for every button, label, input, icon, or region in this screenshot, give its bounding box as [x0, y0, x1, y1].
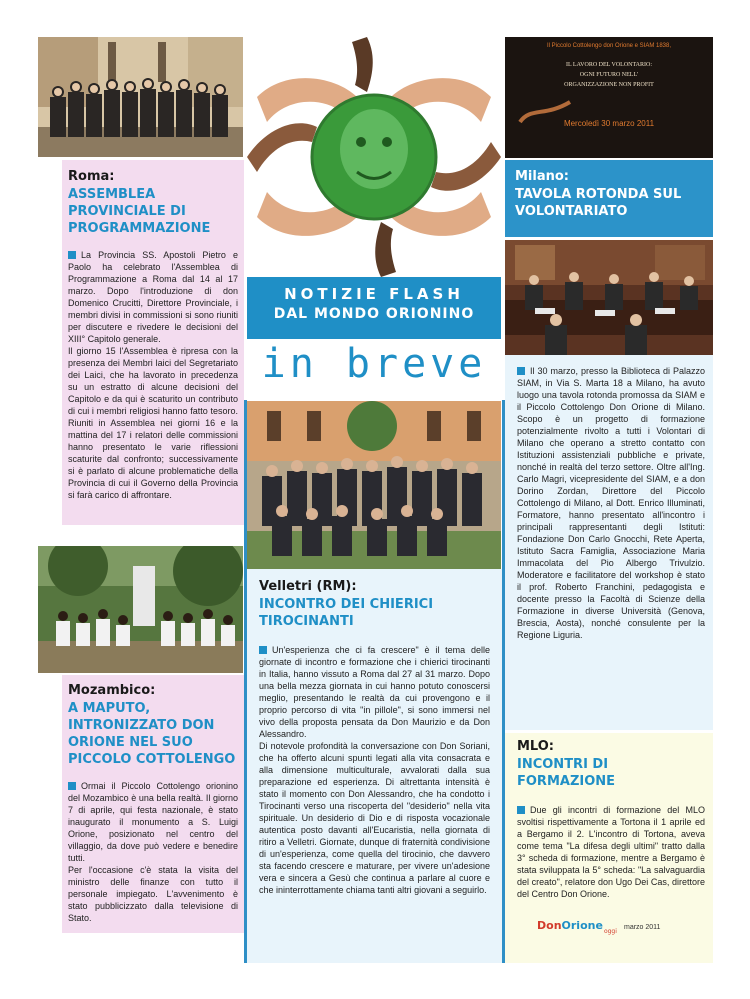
- milano-meeting-photo: [505, 240, 713, 355]
- mozambico-para1: Ormai il Piccolo Cottolengo orionino del Mozambico è una bella realtà. Il giorno 7 di aprile, qui festa nazionale, è stato inaugurato il monumento a S. Luigi Orione, posizionato nel centro del villaggio, da dove può vedere e benedire tutti.: [68, 781, 238, 863]
- mozambico-photo: [38, 546, 243, 673]
- issue-date: marzo 2011: [624, 923, 661, 931]
- roma-group-photo: [38, 37, 243, 157]
- bullet-square-icon: [517, 367, 525, 375]
- hands-globe-illustration: [247, 37, 501, 277]
- velletri-article: [247, 569, 502, 963]
- milano-headline: TAVOLA ROTONDA SUL VOLONTARIATO: [515, 187, 682, 219]
- bullet-square-icon: [259, 646, 267, 654]
- brand-orione: Orione: [561, 918, 603, 932]
- section-title-band: [247, 277, 501, 339]
- milano-article: [505, 355, 713, 730]
- title-line1: NOTIZIE FLASH: [284, 285, 464, 303]
- mozambico-body: [68, 780, 238, 924]
- velletri-body: [259, 644, 490, 896]
- bullet-square-icon: [68, 251, 76, 259]
- velletri-para2: Di notevole profondità la conversazione con Don Soriani, che ha offerto alcuni spunti legati alla vita consacrata e alla dimensione multiculturale, avvalorati dalla sua preparazione ed esperienza. Di altrettanta intensità è stato il momento con Don Alessandro, che ha condotto i Tirocinanti verso una riscoperta del "desiderio" nella vita spirituale. Un desiderio di Dio e di risposta vocazionale autentica posto davanti all'Eucaristia, nella giornata di ritiro a Velletri. Giornate, dunque di fraternità condivisione di un'esperienza, come quella del tirocinio, che davvero sta facendo crescere e maturare, per vivere un'adesione vera e sincera a Gesù che continua a parlare al cuore e che ininterrottamente chiama tanti altri giovani a seguirlo.: [259, 741, 490, 895]
- mozambico-location: Mozambico:: [68, 683, 156, 698]
- roma-headline: ASSEMBLEA PROVINCIALE DI PROGRAMMAZIONE: [68, 187, 211, 236]
- velletri-para1: Un'esperienza che ci fa crescere" è il tema delle giornate di incontro e formazione che i chierici tirocinanti in Italia, hanno vissuto a Roma dal 27 al 31 marzo. Dopo una bella mezza giornata in cui hanno potuto conoscersi meglio, presentando le realtà da cui provengono e il proprio percorso di vita "in pillole", si sono immersi nel vivo della proposta pensata da Don Maurizio e da Don Alessandro.: [259, 645, 490, 739]
- poster-line1: Il Piccolo Cottolengo don Orione e SIAM 1838,: [546, 43, 672, 49]
- mozambico-para2: Per l'occasione c'è stata la visita del ministro delle finanze con tutto il personale impiegato. L'avvenimento è stato pubblicizzato dalla televisione di Stato.: [68, 865, 238, 923]
- roma-article: [62, 160, 244, 525]
- brand-don: Don: [537, 918, 562, 932]
- bullet-square-icon: [68, 782, 76, 790]
- velletri-headline: INCONTRO DEI CHIERICI TIROCINANTI: [259, 597, 434, 629]
- in-breve-title: in breve: [261, 341, 487, 387]
- roma-para2: Il giorno 15 l'Assemblea è ripresa con la presenza dei Membri laici del Segretariato dei Laici, che ha lavorato in precedenza su un estratto di alcune decisioni del Capitolo e da qui è scaturito un contributo di cui i membri religiosi hanno fatto tesoro. Riuniti in Assemblea nei giorni 16 e la mattina del 17 i relatori delle commissioni hanno presentato le varie riflessioni scaturite dal confronto; successivamente si è parlato di alcune problematiche della Provincia di cui il Governo della Provincia si farà carico di affrontare.: [68, 346, 238, 500]
- poster-line3: OGNI FUTURO NELL': [579, 72, 639, 78]
- mlo-article: [505, 733, 713, 963]
- bullet-square-icon: [517, 806, 525, 814]
- poster-line2: IL LAVORO DEL VOLONTARIO:: [565, 62, 652, 68]
- roma-body: [68, 249, 238, 501]
- mlo-para1: Due gli incontri di formazione del MLO svoltisi rispettivamente a Tortona il 1 aprile ed a Bergamo il 2. L'incontro di Tortona, aveva come tema "La difesa degli ultimi" tratto dalla 3° scheda di formazione, mentre a Bergamo è stata sviluppata la 5° scheda: "La salvaguardia del creato", relatore don Ugo Dei Cas, direttore del Centro Don Orione.: [517, 805, 705, 899]
- mlo-location: MLO:: [517, 739, 555, 754]
- velletri-group-photo: [247, 401, 501, 569]
- velletri-location: Velletri (RM):: [259, 579, 357, 594]
- milano-body: [517, 365, 705, 641]
- mozambico-article: [62, 675, 244, 933]
- milano-heading-band: [505, 160, 713, 237]
- milano-location: Milano:: [515, 169, 570, 184]
- mlo-body: [517, 804, 705, 900]
- poster-date: Mercoledì 30 marzo 2011: [563, 119, 655, 128]
- milano-event-poster: [505, 37, 713, 158]
- title-line2: DAL MONDO ORIONINO: [273, 306, 475, 322]
- mlo-headline: INCONTRI DI FORMAZIONE: [517, 757, 616, 789]
- roma-para1: La Provincia SS. Apostoli Pietro e Paolo ha celebrato l'Assemblea di Programmazione a Roma dal 14 al 17 marzo. Dopo l'introduzione di don Domenico Crucitti, Direttore Provinciale, i membri divisi in commissioni si sono riuniti per discutere e rivedere le decisioni del XIII° Capitolo generale.: [68, 250, 238, 344]
- mozambico-headline: A MAPUTO, INTRONIZZATO DON ORIONE NEL SUO PICCOLO COTTOLENGO: [68, 701, 236, 767]
- footer-brand: [537, 914, 660, 935]
- milano-para1: Il 30 marzo, presso la Biblioteca di Palazzo SIAM, in Via S. Marta 18 a Milano, ha avuto luogo una tavola rotonda promossa da SIAM e il Piccolo Cottolengo Don Orione di Milano. Scopo è un progetto di formazione potenzialmente rivolto a tutti i Volontari di Milano che operano a stretto contatto con Istituzioni assistenziali pubbliche e private, nonché in realtà del terzo settore. Oltre all'Ing. Carlo Magri, vicepresidente del SIAM, e a don Dorino Zordan, Direttore del Piccolo Cottolengo di Milano, al Dott. Enrico Illuminati, Formatore, hanno presentato all'incontro i principali rappresentanti degli Istituti: Fondazione Don Carlo Gnocchi, Rete Aperta, Istituto Sacra Famiglia, Associazione Maria Immacolata del Pio Albergo Trivulzio. Moderatore e facilitatore del workshop è stato il prof. Roberto Franchini, pedagogista e docente presso la Facoltà di Scienze della Formazione in diverse Università (Genova, Brescia, Aosta), nonché consulente per la Regione Liguria.: [517, 366, 705, 640]
- poster-line4: ORGANIZZAZIONE NON PROFIT: [564, 82, 654, 88]
- roma-location: Roma:: [68, 169, 115, 184]
- brand-oggi: oggi: [603, 928, 617, 935]
